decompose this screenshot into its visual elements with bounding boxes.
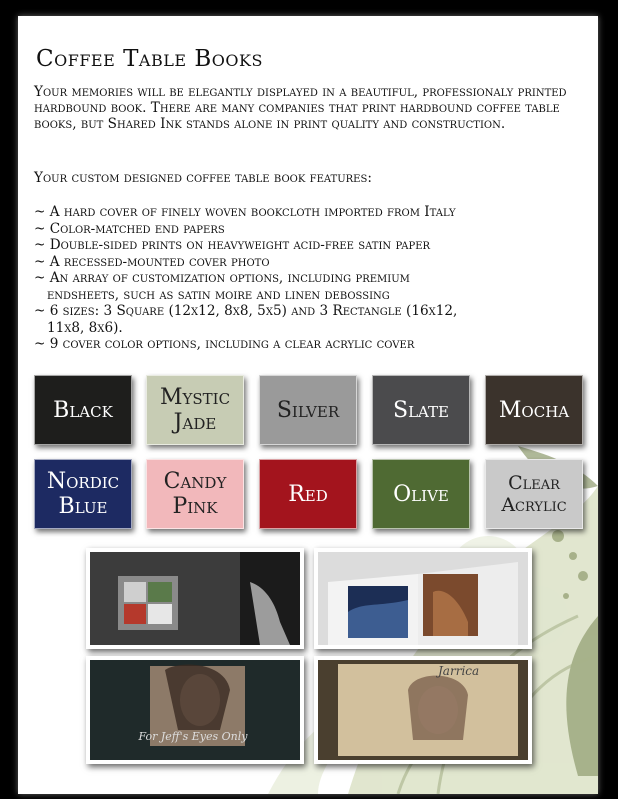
- book-cover-photo: [86, 548, 304, 649]
- swatch-label: Mystic: [159, 385, 231, 410]
- swatch-label: Nordic: [46, 469, 120, 494]
- swatch-mystic-jade: [146, 375, 244, 445]
- swatch-clear-acrylic: [485, 459, 583, 529]
- open-book-photo: [314, 548, 532, 649]
- feature-item: ~ A recessed-mounted cover photo: [34, 253, 270, 270]
- swatch-black: [34, 375, 132, 445]
- brochure-page: [18, 16, 598, 794]
- feature-item: ~ An array of customization options, including premium endsheets, such as satin moire and linen debossing: [34, 270, 410, 303]
- swatch-slate: [372, 375, 470, 445]
- photo-caption: For Jeff's Eyes Only: [138, 730, 248, 743]
- feature-item: ~ Color-matched end papers: [34, 220, 225, 237]
- swatch-label: Slate: [393, 397, 449, 423]
- feature-item: ~ Double-sided prints on heavyweight acid-free satin paper: [34, 237, 431, 253]
- swatch-label: Blue: [58, 494, 108, 519]
- photo-signature: Jarrica: [438, 664, 480, 678]
- swatch-label: Olive: [393, 481, 449, 507]
- page-title: Coffee Table Books: [36, 46, 263, 72]
- swatch-label: Mocha: [498, 397, 570, 423]
- swatch-label: Jade: [173, 410, 217, 435]
- feature-item: ~ A hard cover of finely woven bookcloth imported from Italy: [34, 204, 456, 220]
- swatch-silver: [259, 375, 357, 445]
- features-heading: Your custom designed coffee table book features:: [34, 170, 372, 186]
- swatch-label: Red: [288, 481, 328, 507]
- swatch-label: Candy: [163, 469, 227, 494]
- acrylic-cover-photo: [314, 656, 532, 764]
- feature-item: ~ 9 cover color options, including a clear acrylic cover: [34, 336, 415, 352]
- swatch-red: [259, 459, 357, 529]
- swatch-label: Acrylic: [501, 494, 567, 516]
- swatch-mocha: [485, 375, 583, 445]
- swatch-label: Black: [53, 397, 113, 423]
- swatch-label: Clear: [508, 472, 560, 494]
- swatch-olive: [372, 459, 470, 529]
- intro-paragraph: Your memories will be elegantly displayed in a beautiful, professionaly printed hardbound book. There are many companies that print hardbound coffee table books, but Shared Ink stands alone in print quality and construction.: [34, 84, 567, 132]
- swatch-candy-pink: [146, 459, 244, 529]
- feature-item: ~ 6 sizes: 3 Square (12x12, 8x8, 5x5) and 3 Rectangle (16x12, 11x8, 8x6).: [34, 303, 458, 336]
- portrait-cover-photo: [86, 656, 304, 764]
- swatch-label: Silver: [276, 397, 340, 423]
- features-list: [34, 204, 594, 353]
- swatch-label: Pink: [172, 494, 218, 519]
- swatch-nordic-blue: [34, 459, 132, 529]
